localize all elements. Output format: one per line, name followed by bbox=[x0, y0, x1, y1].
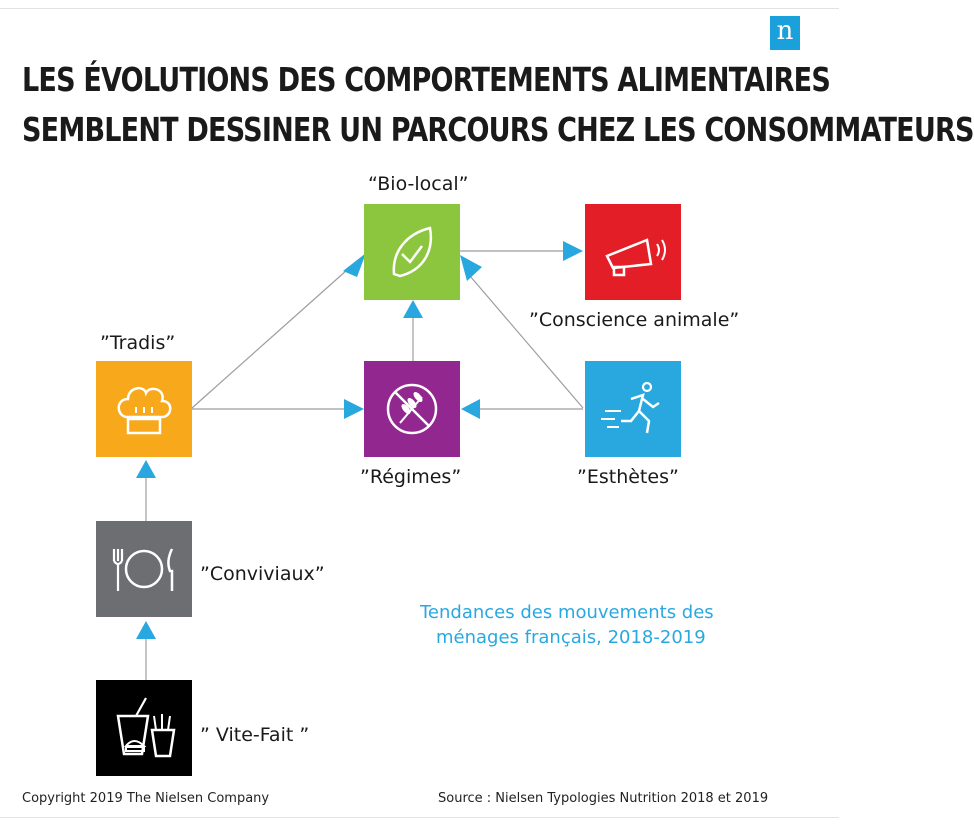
arrow-to-tradis bbox=[136, 460, 156, 478]
no-wheat-icon bbox=[364, 361, 460, 457]
label-regimes: ”Régimes” bbox=[360, 466, 462, 488]
plate-cutlery-icon bbox=[96, 521, 192, 617]
note-line-2: ménages français, 2018-2019 bbox=[436, 627, 706, 648]
label-bio-local: “Bio-local” bbox=[368, 173, 469, 195]
source-text: Source : Nielsen Typologies Nutrition 2018 et 2019 bbox=[438, 791, 769, 806]
arrow-to-bio-from-tradis bbox=[343, 253, 366, 277]
arrow-to-bio-from-regimes bbox=[403, 300, 423, 318]
node-vite-fait bbox=[96, 680, 192, 776]
title-line-1: LES ÉVOLUTIONS DES COMPORTEMENTS ALIMENTAIRES bbox=[22, 60, 831, 99]
megaphone-icon bbox=[585, 204, 681, 300]
arrow-to-regimes-from-esthetes bbox=[461, 399, 480, 419]
node-regimes bbox=[364, 361, 460, 457]
arrow-to-bio-from-esthetes bbox=[460, 255, 482, 281]
arrow-to-conviviaux bbox=[136, 621, 156, 639]
fast-food-icon bbox=[96, 680, 192, 776]
node-esthetes bbox=[585, 361, 681, 457]
chef-hat-icon bbox=[96, 361, 192, 457]
label-conscience-animale: ”Conscience animale” bbox=[529, 309, 740, 331]
label-vite-fait: ” Vite-Fait ” bbox=[200, 724, 310, 746]
connector-esthetes-bio bbox=[470, 276, 583, 408]
leaf-check-icon bbox=[364, 204, 460, 300]
node-conviviaux bbox=[96, 521, 192, 617]
connector-tradis-bio bbox=[192, 262, 356, 408]
node-conscience-animale bbox=[585, 204, 681, 300]
note-line-1: Tendances des mouvements des bbox=[420, 602, 714, 623]
arrow-to-regimes-from-tradis bbox=[344, 399, 364, 419]
nielsen-logo: n bbox=[770, 16, 800, 50]
label-tradis: ”Tradis” bbox=[100, 332, 176, 354]
title-line-2: SEMBLENT DESSINER UN PARCOURS CHEZ LES CONSOMMATEURS bbox=[22, 110, 974, 149]
runner-icon bbox=[585, 361, 681, 457]
label-esthetes: ”Esthètes” bbox=[577, 466, 679, 488]
bottom-divider bbox=[0, 817, 839, 818]
copyright-text: Copyright 2019 The Nielsen Company bbox=[22, 791, 270, 806]
node-bio-local bbox=[364, 204, 460, 300]
node-tradis bbox=[96, 361, 192, 457]
arrow-to-conscience bbox=[563, 241, 583, 261]
label-conviviaux: ”Conviviaux” bbox=[200, 563, 325, 585]
